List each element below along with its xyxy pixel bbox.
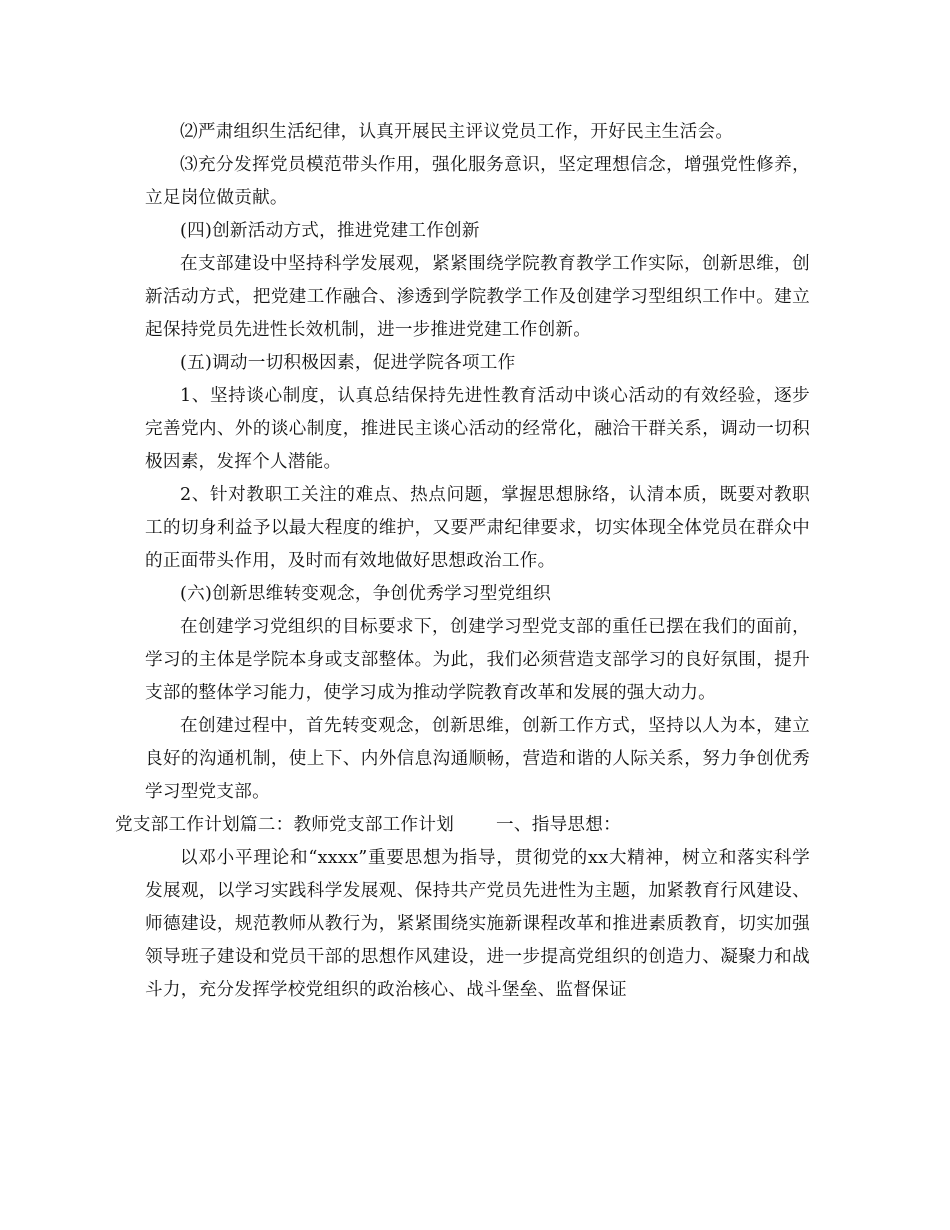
heading-learning-organization: (六)创新思维转变观念，争创优秀学习型党组织 (180, 584, 552, 604)
paragraph-organization-discipline: ⑵严肃组织生活纪律，认真开展民主评议党员工作，开好民主生活会。 (180, 122, 734, 142)
paragraph-heart-to-heart-system: 1、坚持谈心制度，认真总结保持先进性教育活动中谈心活动的有效经验，逐步完善党内、外的谈心制度，推进民主谈心活动的经常化，融洽干群关系，调动一切积极因素，发挥个人潜能。 (145, 386, 810, 472)
paragraph-party-member-role: ⑶充分发挥党员模范带头作用，强化服务意识，坚定理想信念，增强党性修养，立足岗位做贡献。 (145, 155, 810, 208)
section-title: 党支部工作计划篇二：教师党支部工作计划 (115, 815, 455, 835)
paragraph-innovation-details: 在支部建设中坚持科学发展观，紧紧围绕学院教育教学工作实际，创新思维，创新活动方式，把党建工作融合、渗透到学院教学工作及创建学习型组织工作中。建立起保持党员先进性长效机制，进一步推进党建工作创新。 (145, 254, 810, 340)
paragraph-staff-concerns: 2、针对教职工关注的难点、热点问题，掌握思想脉络，认清本质，既要对教职工的切身利益予以最大程度的维护，又要严肃纪律要求，切实体现全体党员在群众中的正面带头作用，及时而有效地做好思想政治工作。 (145, 485, 810, 571)
document-body (115, 116, 810, 1007)
heading-mobilize-factors: (五)调动一切积极因素，促进学院各项工作 (180, 353, 516, 373)
paragraph-learning-goals: 在创建学习党组织的目标要求下，创建学习型党支部的重任已摆在我们的面前，学习的主体是学院本身或支部整体。为此，我们必须营造支部学习的良好氛围，提升支部的整体学习能力，使学习成为推动学院教育改革和发展的强大动力。 (145, 617, 810, 703)
section-heading (115, 809, 810, 842)
heading-innovate-activities: (四)创新活动方式，推进党建工作创新 (180, 221, 480, 241)
section-subheading: 一、指导思想： (496, 815, 621, 835)
paragraph-creation-process: 在创建过程中，首先转变观念，创新思维，创新工作方式，坚持以人为本，建立良好的沟通机制，使上下、内外信息沟通顺畅，营造和谐的人际关系，努力争创优秀学习型党支部。 (145, 716, 810, 802)
paragraph-guiding-ideology: 以邓小平理论和“xxxx”重要思想为指导，贯彻党的xx大精神，树立和落实科学发展观，以学习实践科学发展观、保持共产党员先进性为主题，加紧教育行风建设、师德建设，规范教师从教行为，紧紧围绕实施新课程改革和推进素质教育，切实加强领导班子建设和党员干部的思想作风建设，进一步提高党组织的创造力、凝聚力和战斗力，充分发挥学校党组织的政治核心、战斗堡垒、监督保证 (145, 848, 810, 1000)
